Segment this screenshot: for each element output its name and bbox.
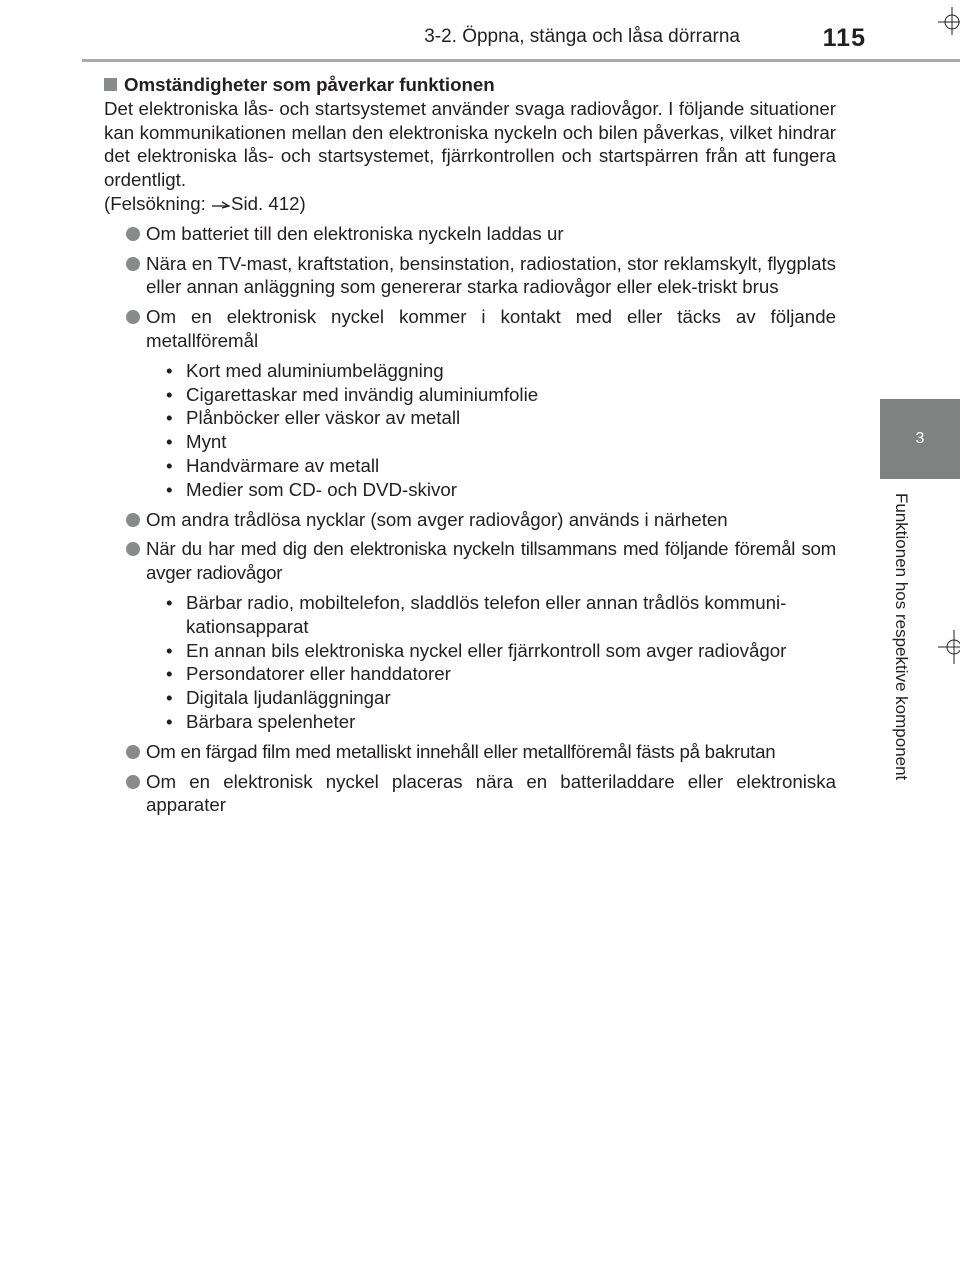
intro-text: Det elektroniska lås- och startsystemet använder svaga radiovågor. I följande situationer kan kommunikationen mellan den elektroniska nyckeln och bilen påverkas, vilket hindrar det elektroniska lås- och startsystemet, fjärrkontrollen och startspärren från att fungera ordentligt. <box>104 97 836 191</box>
circle-bullet-icon <box>126 227 140 241</box>
square-bullet-icon <box>104 78 117 91</box>
list-item <box>126 537 836 585</box>
list-item-text: Om batteriet till den elektroniska nyckeln laddas ur <box>146 222 564 244</box>
sub-list-item: • Digitala ljudanläggningar <box>166 687 391 709</box>
list-item-text: Om en elektronisk nyckel placeras nära en batteriladdare eller elektroniska apparater <box>146 770 836 816</box>
sub-list-item: • Handvärmare av metall <box>166 454 380 476</box>
sub-list-item: • Mynt <box>166 431 227 453</box>
section-heading <box>104 73 836 97</box>
sub-list-item: • Cigarettaskar med invändig aluminiumfolie <box>166 383 539 405</box>
dot-bullet-icon: • <box>166 454 173 476</box>
sub-list-item: • En annan bils elektroniska nyckel eller fjärrkontroll som avger radiovågor <box>166 639 787 661</box>
list-item <box>126 740 836 764</box>
circle-bullet-icon <box>126 542 140 556</box>
reference-prefix: (Felsökning: <box>104 192 211 214</box>
dot-bullet-icon: • <box>166 478 173 500</box>
sub-list <box>104 591 836 734</box>
circle-bullet-icon <box>126 257 140 271</box>
sub-list <box>104 359 836 502</box>
dot-bullet-icon: • <box>166 431 173 453</box>
list-item <box>126 305 836 353</box>
list-item <box>126 770 836 818</box>
dot-bullet-icon: • <box>166 639 173 661</box>
dot-bullet-icon: • <box>166 710 173 732</box>
sub-list-item: • Medier som CD- och DVD-skivor <box>166 478 458 500</box>
bullet-list <box>104 222 836 817</box>
sub-list-item: • Bärbar radio, mobiltelefon, sladdlös telefon eller annan trådlös kommuni-kationsapparat <box>166 591 787 637</box>
intro-paragraph <box>104 97 836 216</box>
page-number: 115 <box>822 24 866 52</box>
chapter-title: Funktionen hos respektive komponent <box>892 493 911 781</box>
circle-bullet-icon <box>126 745 140 759</box>
circle-bullet-icon <box>126 513 140 527</box>
list-item <box>126 222 836 246</box>
chapter-tab: 3 <box>880 399 960 479</box>
main-content <box>104 73 836 817</box>
circle-bullet-icon <box>126 310 140 324</box>
circle-bullet-icon <box>126 775 140 789</box>
sub-list-item: • Persondatorer eller handdatorer <box>166 663 451 685</box>
list-item-text: Om en elektronisk nyckel kommer i kontakt med eller täcks av följande metallföremål <box>146 306 836 351</box>
dot-bullet-icon: • <box>166 591 173 613</box>
dot-bullet-icon: • <box>166 663 173 685</box>
list-item-text: Om en färgad film med metalliskt innehåll eller metallföremål fästs på bakrutan <box>146 740 776 762</box>
header-rule <box>82 59 960 62</box>
section-title: 3-2. Öppna, stänga och låsa dörrarna <box>424 26 740 47</box>
dot-bullet-icon: • <box>166 687 173 709</box>
list-item <box>126 252 836 300</box>
dot-bullet-icon: • <box>166 407 173 429</box>
page-reference-link[interactable]: Sid. 412) <box>230 192 306 214</box>
dot-bullet-icon: • <box>166 383 173 405</box>
section-heading-text: Omständigheter som påverkar funktionen <box>124 74 495 95</box>
registration-mark-side-icon <box>932 630 960 664</box>
sub-list-item: • Bärbara spelenheter <box>166 710 356 732</box>
list-item <box>126 508 836 532</box>
arrow-right-icon <box>211 200 231 210</box>
sub-list-item: • Kort med aluminiumbeläggning <box>166 359 444 381</box>
sub-list-item: • Plånböcker eller väskor av metall <box>166 407 461 429</box>
dot-bullet-icon: • <box>166 359 173 381</box>
list-item-text: Nära en TV-mast, kraftstation, bensinstation, radiostation, stor reklamskylt, flygplats eller annan anläggning som genererar starka radiovågor eller elek-triskt brus <box>146 252 836 298</box>
registration-mark-top-icon <box>930 5 960 35</box>
list-item-text: Om andra trådlösa nycklar (som avger radiovågor) används i närheten <box>146 508 728 530</box>
list-item-text: När du har med dig den elektroniska nyckeln tillsammans med följande föremål som avger radiovågor <box>146 538 836 584</box>
